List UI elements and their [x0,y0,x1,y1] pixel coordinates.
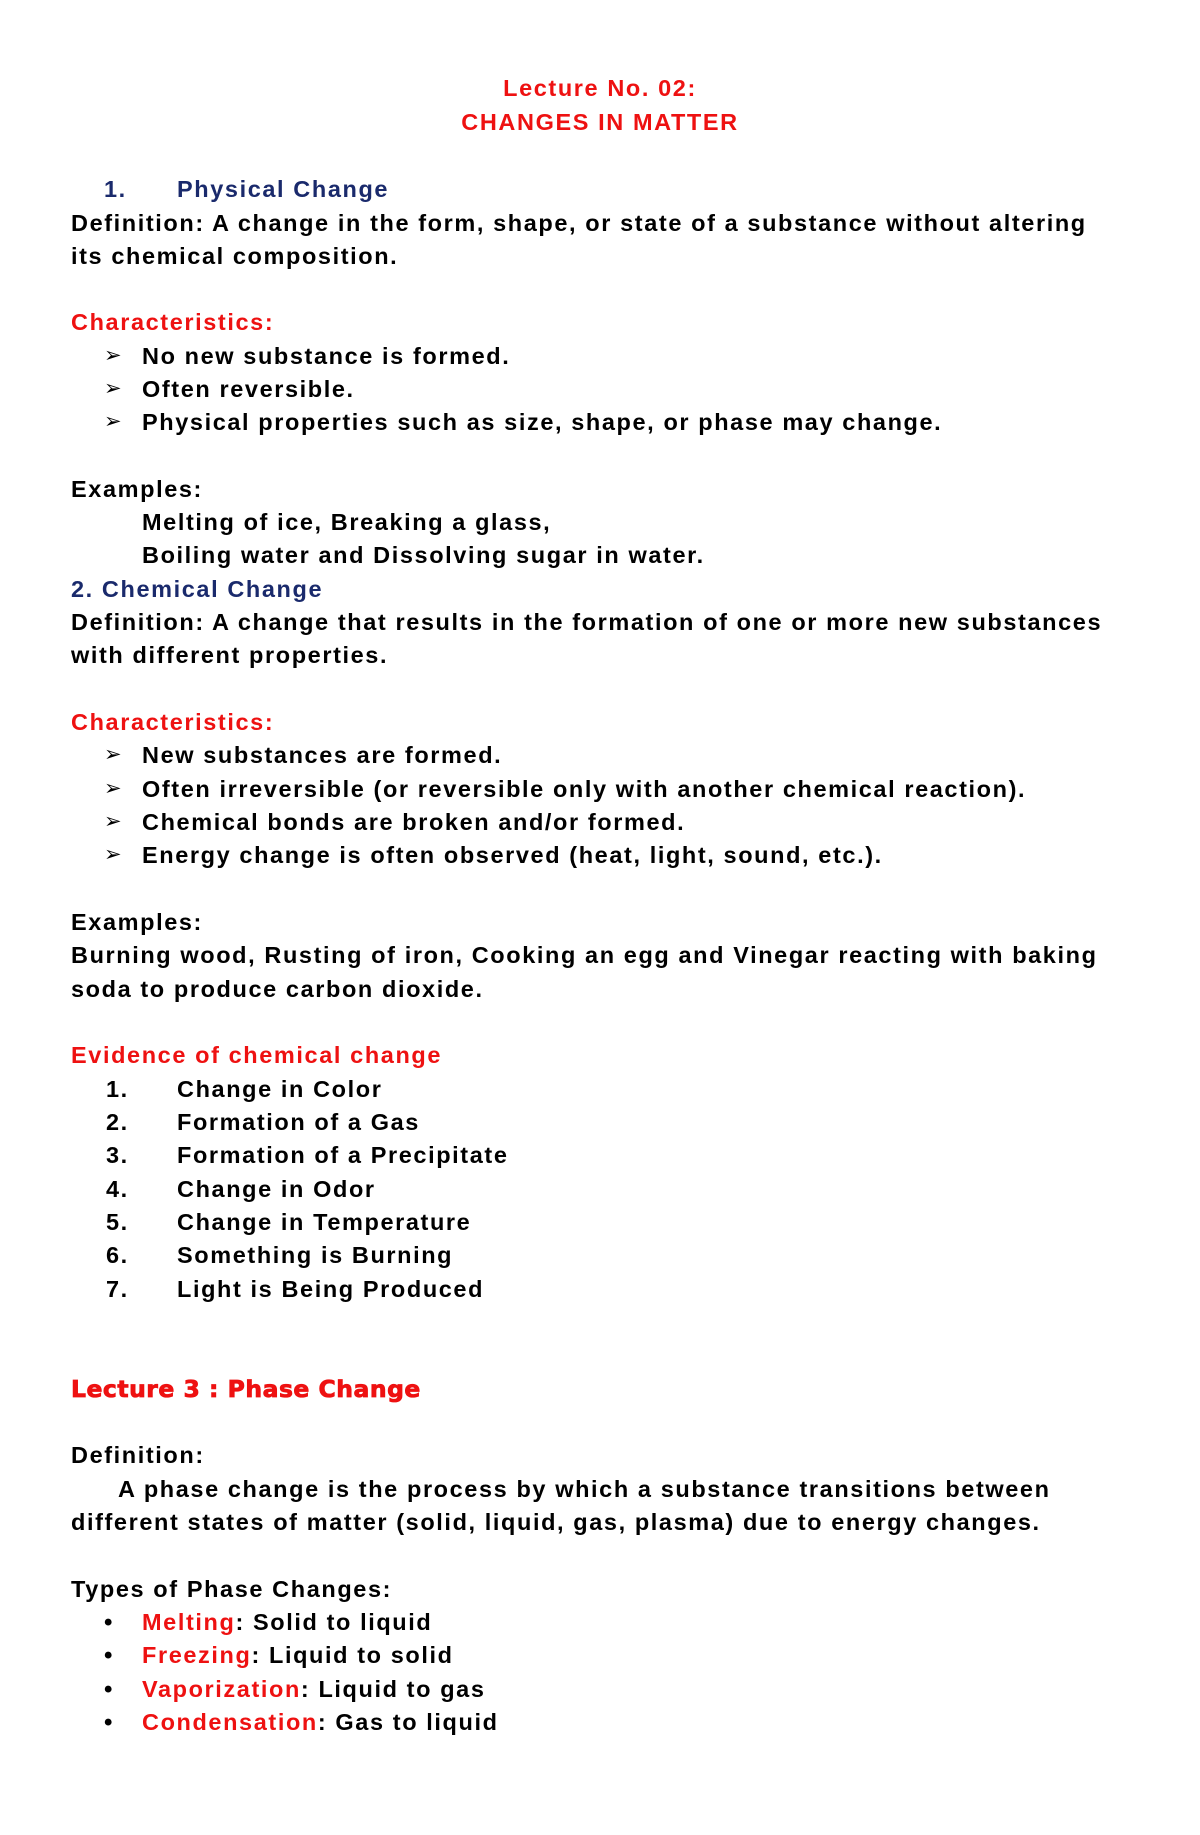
evidence-number: 6. [106,1242,129,1268]
physical-characteristic-1: No new substance is formed. [142,343,511,369]
evidence-number: 1. [106,1076,129,1102]
bullet-icon: • [104,1609,115,1636]
arrow-bullet-icon: ➢ [104,809,124,833]
physical-examples-line1: Melting of ice, Breaking a glass, [142,509,552,535]
chemical-definition-line1: Definition: A change that results in the formation of one or more new substances [71,609,1103,635]
evidence-heading: Evidence of chemical change [71,1042,443,1068]
page-title: CHANGES IN MATTER [461,109,739,135]
bullet-icon: • [104,1642,115,1669]
evidence-item: Change in Odor [177,1176,376,1202]
phase-type-item [142,1678,486,1702]
arrow-bullet-icon: ➢ [104,776,124,800]
phase-type-desc: : Gas to liquid [317,1709,499,1735]
physical-characteristics-heading: Characteristics: [71,309,275,335]
chemical-heading: 2. Chemical Change [71,576,324,602]
evidence-number: 3. [106,1142,129,1168]
phase-type-item [142,1711,499,1735]
physical-definition-line2: its chemical composition. [71,243,399,269]
lecture3-definition-line2: different states of matter (solid, liquid, gas, plasma) due to energy changes. [71,1509,1041,1535]
chemical-definition-line2: with different properties. [71,642,389,668]
chemical-characteristic-1: New substances are formed. [142,742,503,768]
chemical-characteristic-4: Energy change is often observed (heat, light, sound, etc.). [142,842,883,868]
chemical-examples-line1: Burning wood, Rusting of iron, Cooking an egg and Vinegar reacting with baking [71,942,1098,968]
phase-type-item [142,1644,454,1668]
physical-heading: Physical Change [177,176,390,202]
evidence-item: Formation of a Precipitate [177,1142,509,1168]
phase-type-desc: : Liquid to gas [300,1676,486,1702]
lecture3-definition-line1: A phase change is the process by which a substance transitions between [118,1476,1051,1502]
physical-characteristic-2: Often reversible. [142,376,355,402]
evidence-item: Formation of a Gas [177,1109,420,1135]
evidence-number: 7. [106,1276,129,1302]
bullet-icon: • [104,1676,115,1703]
arrow-bullet-icon: ➢ [104,742,124,766]
phase-type-desc: : Liquid to solid [251,1642,454,1668]
arrow-bullet-icon: ➢ [104,343,124,367]
phase-type-term: Vaporization [142,1676,301,1702]
phase-types-heading: Types of Phase Changes: [71,1576,393,1602]
chemical-examples-line2: soda to produce carbon dioxide. [71,976,484,1002]
phase-type-item [142,1611,432,1635]
lecture3-title: Lecture 3 : Phase Change [71,1375,421,1403]
phase-type-term: Condensation [142,1709,318,1735]
bullet-icon: • [104,1709,115,1736]
evidence-number: 2. [106,1109,129,1135]
chemical-characteristic-3: Chemical bonds are broken and/or formed. [142,809,686,835]
physical-examples-heading: Examples: [71,476,203,502]
chemical-characteristics-heading: Characteristics: [71,709,275,735]
physical-examples-line2: Boiling water and Dissolving sugar in water. [142,542,705,568]
physical-number: 1. [104,176,127,202]
arrow-bullet-icon: ➢ [104,376,124,400]
evidence-number: 5. [106,1209,129,1235]
phase-type-term: Freezing [142,1642,252,1668]
physical-characteristic-3: Physical properties such as size, shape, or phase may change. [142,409,943,435]
phase-type-desc: : Solid to liquid [235,1609,433,1635]
evidence-item: Light is Being Produced [177,1276,485,1302]
chemical-characteristic-2: Often irreversible (or reversible only with another chemical reaction). [142,776,1027,802]
evidence-item: Change in Temperature [177,1209,472,1235]
evidence-item: Change in Color [177,1076,383,1102]
arrow-bullet-icon: ➢ [104,409,124,433]
phase-type-term: Melting [142,1609,236,1635]
physical-definition-line1: Definition: A change in the form, shape, or state of a substance without altering [71,210,1087,236]
evidence-item: Something is Burning [177,1242,454,1268]
lecture3-definition-heading: Definition: [71,1442,205,1468]
chemical-examples-heading: Examples: [71,909,203,935]
lecture-number: Lecture No. 02: [503,75,697,101]
arrow-bullet-icon: ➢ [104,842,124,866]
evidence-number: 4. [106,1176,129,1202]
